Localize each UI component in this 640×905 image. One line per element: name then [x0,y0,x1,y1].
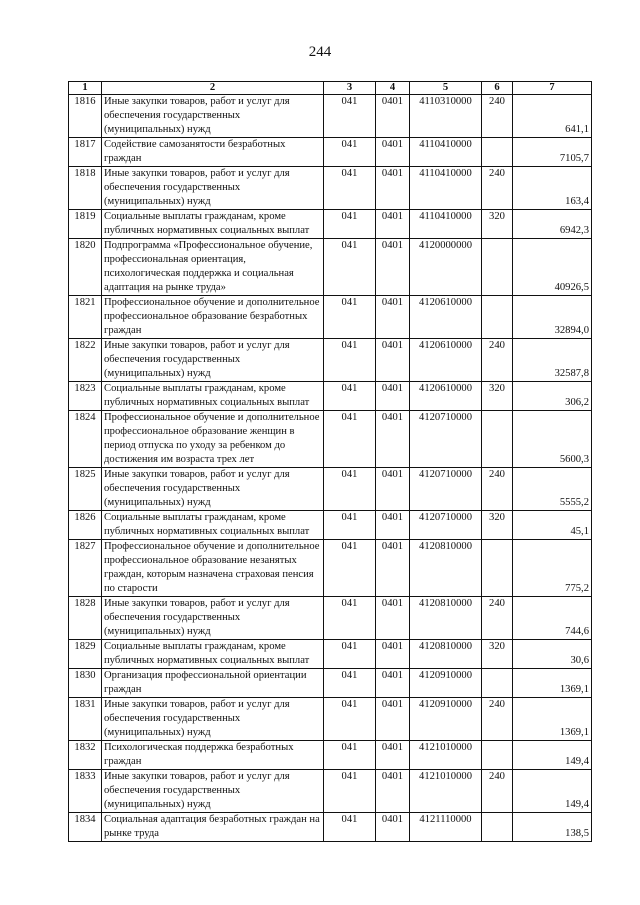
row-code-col4: 0401 [376,741,410,770]
row-code-col6: 240 [482,167,513,210]
row-amount: 7105,7 [513,138,592,167]
row-code-col6: 240 [482,339,513,382]
row-code-col6 [482,411,513,468]
table-row [69,468,592,511]
row-code-col4: 0401 [376,813,410,842]
table-row [69,640,592,669]
row-name: Социальные выплаты гражданам, кроме публичных нормативных социальных выплат [102,210,324,239]
row-code-col5: 4120910000 [410,669,482,698]
row-code-col6: 240 [482,770,513,813]
row-name: Организация профессиональной ориентации граждан [102,669,324,698]
row-number: 1819 [69,210,102,239]
row-amount: 149,4 [513,741,592,770]
row-name: Профессиональное обучение и дополнительное профессиональное образование женщин в период отпуска по уходу за ребенком до достижения им возраста трех лет [102,411,324,468]
row-number: 1830 [69,669,102,698]
row-number: 1834 [69,813,102,842]
row-code-col4: 0401 [376,468,410,511]
row-code-col5: 4110410000 [410,138,482,167]
row-code-col4: 0401 [376,339,410,382]
row-code-col5: 4120710000 [410,468,482,511]
table-row [69,382,592,411]
row-code-col5: 4121010000 [410,770,482,813]
row-code-col3: 041 [324,468,376,511]
row-code-col6: 320 [482,511,513,540]
row-code-col3: 041 [324,138,376,167]
row-code-col4: 0401 [376,138,410,167]
row-code-col3: 041 [324,741,376,770]
header-col-7: 7 [513,82,592,95]
row-code-col5: 4120610000 [410,296,482,339]
row-code-col3: 041 [324,339,376,382]
row-amount: 40926,5 [513,239,592,296]
table-row [69,597,592,640]
table-row [69,339,592,382]
budget-table [68,81,592,842]
row-name: Социальные выплаты гражданам, кроме публичных нормативных социальных выплат [102,640,324,669]
row-code-col3: 041 [324,296,376,339]
row-code-col4: 0401 [376,382,410,411]
row-number: 1827 [69,540,102,597]
row-code-col6: 240 [482,95,513,138]
row-name: Профессиональное обучение и дополнительное профессиональное образование безработных граждан [102,296,324,339]
row-code-col4: 0401 [376,540,410,597]
row-name: Психологическая поддержка безработных граждан [102,741,324,770]
header-col-6: 6 [482,82,513,95]
row-code-col4: 0401 [376,597,410,640]
table-row [69,770,592,813]
row-number: 1824 [69,411,102,468]
row-amount: 149,4 [513,770,592,813]
row-code-col3: 041 [324,511,376,540]
row-code-col5: 4120610000 [410,382,482,411]
row-code-col6: 240 [482,468,513,511]
row-code-col6: 240 [482,597,513,640]
row-amount: 744,6 [513,597,592,640]
row-code-col5: 4110410000 [410,210,482,239]
row-number: 1823 [69,382,102,411]
row-code-col6: 240 [482,698,513,741]
row-amount: 6942,3 [513,210,592,239]
row-number: 1825 [69,468,102,511]
row-code-col6: 320 [482,382,513,411]
row-code-col3: 041 [324,813,376,842]
row-name: Иные закупки товаров, работ и услуг для обеспечения государственных (муниципальных) нужд [102,339,324,382]
row-code-col6 [482,741,513,770]
row-name: Социальная адаптация безработных граждан на рынке труда [102,813,324,842]
row-code-col3: 041 [324,95,376,138]
row-number: 1829 [69,640,102,669]
row-amount: 775,2 [513,540,592,597]
row-code-col3: 041 [324,540,376,597]
header-col-2: 2 [102,82,324,95]
row-amount: 32894,0 [513,296,592,339]
row-code-col5: 4110410000 [410,167,482,210]
row-code-col5: 4120710000 [410,511,482,540]
row-name: Иные закупки товаров, работ и услуг для обеспечения государственных (муниципальных) нужд [102,597,324,640]
row-code-col3: 041 [324,382,376,411]
header-col-4: 4 [376,82,410,95]
header-col-1: 1 [69,82,102,95]
row-code-col4: 0401 [376,210,410,239]
row-code-col5: 4120710000 [410,411,482,468]
row-code-col3: 041 [324,770,376,813]
row-code-col4: 0401 [376,669,410,698]
row-code-col6 [482,138,513,167]
row-amount: 641,1 [513,95,592,138]
row-name: Социальные выплаты гражданам, кроме публичных нормативных социальных выплат [102,511,324,540]
row-name: Иные закупки товаров, работ и услуг для обеспечения государственных (муниципальных) нужд [102,770,324,813]
row-code-col5: 4120610000 [410,339,482,382]
row-code-col4: 0401 [376,511,410,540]
row-amount: 163,4 [513,167,592,210]
row-code-col6 [482,296,513,339]
row-code-col4: 0401 [376,698,410,741]
row-code-col3: 041 [324,669,376,698]
row-code-col5: 4120910000 [410,698,482,741]
row-amount: 1369,1 [513,669,592,698]
header-row [69,82,592,95]
page-number: 244 [308,44,332,60]
row-code-col4: 0401 [376,640,410,669]
row-amount: 32587,8 [513,339,592,382]
table-row [69,511,592,540]
row-code-col6: 320 [482,210,513,239]
row-name: Социальные выплаты гражданам, кроме публичных нормативных социальных выплат [102,382,324,411]
row-number: 1831 [69,698,102,741]
table-row [69,669,592,698]
row-code-col5: 4120810000 [410,597,482,640]
row-code-col6 [482,813,513,842]
row-code-col3: 041 [324,411,376,468]
row-name: Иные закупки товаров, работ и услуг для обеспечения государственных (муниципальных) нужд [102,167,324,210]
row-code-col3: 041 [324,698,376,741]
row-amount: 138,5 [513,813,592,842]
row-code-col6 [482,540,513,597]
table-row [69,411,592,468]
table-row [69,698,592,741]
row-code-col4: 0401 [376,770,410,813]
row-number: 1826 [69,511,102,540]
row-amount: 1369,1 [513,698,592,741]
table-row [69,741,592,770]
row-code-col3: 041 [324,210,376,239]
row-code-col4: 0401 [376,411,410,468]
header-col-3: 3 [324,82,376,95]
row-code-col3: 041 [324,167,376,210]
row-code-col3: 041 [324,239,376,296]
table-row [69,239,592,296]
row-code-col3: 041 [324,640,376,669]
row-amount: 5600,3 [513,411,592,468]
row-number: 1832 [69,741,102,770]
row-code-col3: 041 [324,597,376,640]
row-code-col5: 4121010000 [410,741,482,770]
row-number: 1821 [69,296,102,339]
row-name: Иные закупки товаров, работ и услуг для обеспечения государственных (муниципальных) нужд [102,698,324,741]
row-code-col4: 0401 [376,167,410,210]
row-code-col4: 0401 [376,239,410,296]
row-name: Содействие самозанятости безработных граждан [102,138,324,167]
row-code-col6: 320 [482,640,513,669]
row-number: 1833 [69,770,102,813]
table-row [69,210,592,239]
row-number: 1818 [69,167,102,210]
row-code-col4: 0401 [376,95,410,138]
header-col-5: 5 [410,82,482,95]
row-code-col6 [482,239,513,296]
row-code-col5: 4121110000 [410,813,482,842]
row-number: 1817 [69,138,102,167]
row-code-col5: 4120810000 [410,540,482,597]
table-row [69,95,592,138]
table-row [69,540,592,597]
table-row [69,296,592,339]
row-number: 1820 [69,239,102,296]
row-code-col5: 4120000000 [410,239,482,296]
row-amount: 306,2 [513,382,592,411]
row-amount: 45,1 [513,511,592,540]
row-number: 1822 [69,339,102,382]
row-amount: 5555,2 [513,468,592,511]
table-row [69,138,592,167]
row-number: 1828 [69,597,102,640]
row-code-col5: 4120810000 [410,640,482,669]
row-name: Профессиональное обучение и дополнительное профессиональное образование незанятых граждан, которым назначена страховая пенсия по старости [102,540,324,597]
table-row [69,813,592,842]
row-number: 1816 [69,95,102,138]
row-name: Иные закупки товаров, работ и услуг для обеспечения государственных (муниципальных) нужд [102,468,324,511]
row-code-col4: 0401 [376,296,410,339]
row-code-col6 [482,669,513,698]
table-row [69,167,592,210]
row-name: Иные закупки товаров, работ и услуг для обеспечения государственных (муниципальных) нужд [102,95,324,138]
row-amount: 30,6 [513,640,592,669]
row-code-col5: 4110310000 [410,95,482,138]
row-name: Подпрограмма «Профессиональное обучение, профессиональная ориентация, психологическая поддержка и социальная адаптация на рынке труда» [102,239,324,296]
